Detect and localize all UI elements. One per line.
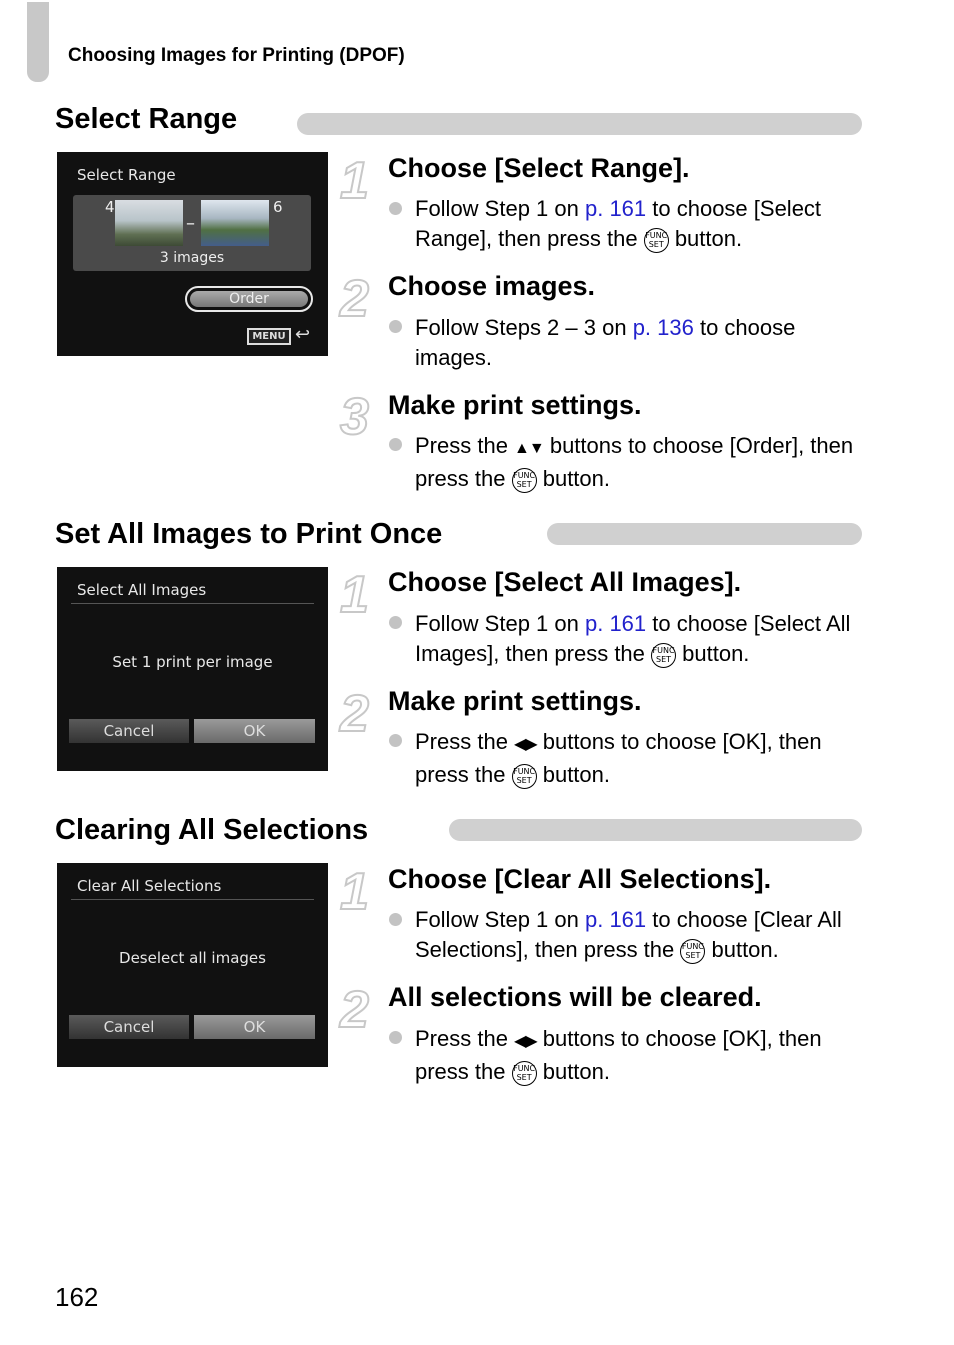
range-dash: – [186,213,195,234]
bullet-icon [389,202,402,215]
page-link[interactable]: p. 136 [632,315,694,340]
page-tab-marker [27,2,49,82]
bullet-icon [389,616,402,629]
range-end-number: 6 [273,198,283,216]
func-set-icon: FUNC SET [512,468,537,493]
range-image-count: 3 images [159,250,225,266]
step-body: Follow Step 1 on p. 161 to choose [Select Range], then press the FUNC SET button. [415,196,822,251]
step-title: Choose [Clear All Selections]. [388,864,772,894]
step-title: Choose [Select Range]. [388,153,690,183]
step-title: Make print settings. [388,686,642,716]
left-right-arrows-icon: ◀▶ [514,1033,537,1050]
screen-divider [71,603,314,604]
section-title-select-range: Select Range [55,103,238,135]
step-title: All selections will be cleared. [388,982,762,1012]
page-link[interactable]: p. 161 [584,611,647,636]
ok-button[interactable]: OK [194,719,315,743]
section-title-print-once: Set All Images to Print Once [55,518,443,550]
range-end-thumbnail [201,200,269,246]
range-selector [73,195,311,271]
step-title: Make print settings. [388,390,642,420]
step-body: Follow Step 1 on p. 161 to choose [Clear All Selections], then press the FUNC SET button. [415,907,842,962]
step-body: Press the ▲▼ buttons to choose [Order], then press the FUNC SET button. [415,433,854,491]
section-divider [547,523,862,545]
step-body: Press the ◀▶ buttons to choose [OK], then press the FUNC SET button. [415,1026,822,1084]
order-button[interactable] [185,286,313,312]
page-header: Choosing Images for Printing (DPOF) [68,45,405,66]
screen-divider [71,899,314,900]
cancel-button[interactable]: Cancel [69,1015,189,1039]
step-body: Follow Step 1 on p. 161 to choose [Select All Images], then press the FUNC SET button. [415,611,851,666]
cancel-button[interactable]: Cancel [69,719,189,743]
bullet-icon [389,1031,402,1044]
page-number: 162 [55,1282,99,1312]
section-divider [449,819,862,841]
page-link[interactable]: p. 161 [584,907,647,932]
func-set-icon: FUNC SET [680,939,705,964]
bullet-icon [389,913,402,926]
section-title-clearing: Clearing All Selections [55,814,369,846]
screen-message: Set 1 print per image [112,653,273,671]
bullet-icon [389,734,402,747]
func-set-icon: FUNC SET [512,764,537,789]
page-link[interactable]: p. 161 [584,196,647,221]
func-set-icon: FUNC SET [651,643,676,668]
screen-title: Select Range [77,166,176,184]
step-number: 1 [340,152,369,210]
step-title: Choose [Select All Images]. [388,567,742,597]
step-number: 2 [340,685,369,743]
left-right-arrows-icon: ◀▶ [514,736,537,753]
step-body: Follow Steps 2 – 3 on p. 136 to choose images. [415,315,796,370]
back-arrow-icon: ↩ [295,324,311,345]
camera-screen-clear-all [57,863,328,1067]
step-number: 2 [340,981,369,1039]
screen-message: Deselect all images [119,949,266,967]
step-number: 2 [340,270,369,328]
step-body: Press the ◀▶ buttons to choose [OK], then press the FUNC SET button. [415,729,822,787]
menu-icon: MENU [247,328,291,345]
camera-screen-select-range [57,152,328,356]
bullet-icon [389,438,402,451]
step-title: Choose images. [388,271,596,301]
camera-screen-select-all [57,567,328,771]
func-set-icon: FUNC SET [644,228,669,253]
func-set-icon: FUNC SET [512,1061,537,1086]
range-start-thumbnail [115,200,183,246]
section-divider [297,113,862,135]
step-number: 3 [340,388,369,446]
step-number: 1 [340,566,369,624]
screen-title: Clear All Selections [77,877,222,895]
up-down-arrows-icon: ▲▼ [514,440,544,457]
bullet-icon [389,320,402,333]
range-start-number: 4 [105,198,115,216]
step-number: 1 [340,863,369,921]
order-button-label: Order [190,291,308,307]
ok-button[interactable]: OK [194,1015,315,1039]
screen-title: Select All Images [77,581,207,599]
